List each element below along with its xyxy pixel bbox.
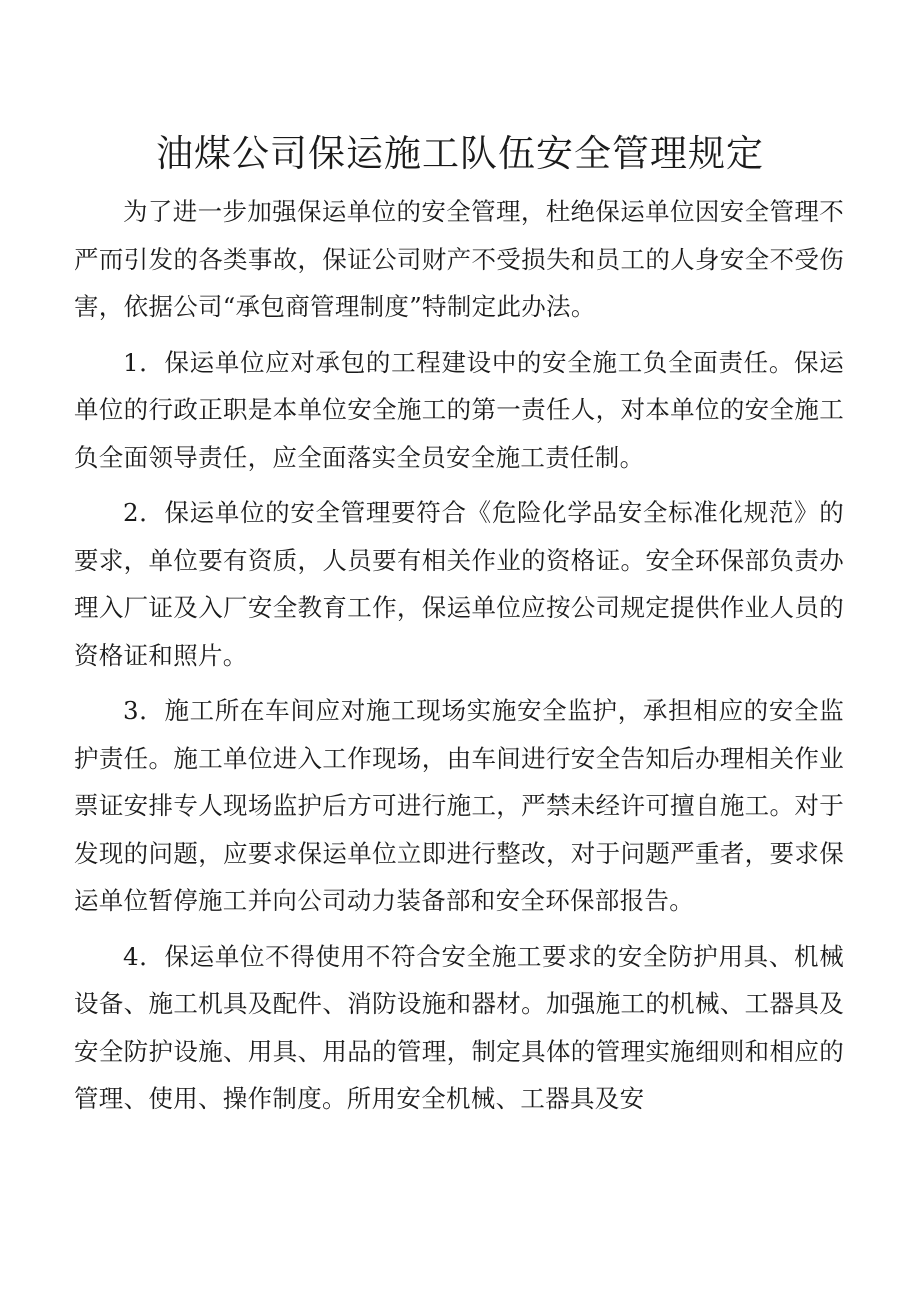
paragraph-item-4: 4．保运单位不得使用不符合安全施工要求的安全防护用具、机械设备、施工机具及配件、消防设施和器材。加强施工的机械、工器具及安全防护设施、用具、用品的管理，制定具体的管理实施细则和相应的管理、使用、操作制度。所用安全机械、工器具及安 (74, 941, 844, 1113)
paragraph-intro: 为了进一步加强保运单位的安全管理，杜绝保运单位因安全管理不严而引发的各类事故，保证公司财产不受损失和员工的人身安全不受伤害，依据公司“承包商管理制度”特制定此办法。 (74, 197, 844, 321)
document-body (74, 188, 844, 1131)
document-title: 油煤公司保运施工队伍安全管理规定 (156, 132, 764, 175)
paragraph-item-2: 2．保运单位的安全管理要符合《危险化学品安全标准化规范》的要求，单位要有资质，人员要有相关作业的资格证。安全环保部负责办理入厂证及入厂安全教育工作，保运单位应按公司规定提供作业人员的资格证和照片。 (74, 498, 844, 670)
paragraph-item-3: 3．施工所在车间应对施工现场实施安全监护，承担相应的安全监护责任。施工单位进入工作现场，由车间进行安全告知后办理相关作业票证安排专人现场监护后方可进行施工，严禁未经许可擅自施工。对于发现的问题，应要求保运单位立即进行整改，对于问题严重者，要求保运单位暂停施工并向公司动力装备部和安全环保部报告。 (74, 696, 844, 915)
paragraph-item-1: 1．保运单位应对承包的工程建设中的安全施工负全面责任。保运单位的行政正职是本单位安全施工的第一责任人，对本单位的安全施工负全面领导责任，应全面落实全员安全施工责任制。 (74, 347, 844, 472)
